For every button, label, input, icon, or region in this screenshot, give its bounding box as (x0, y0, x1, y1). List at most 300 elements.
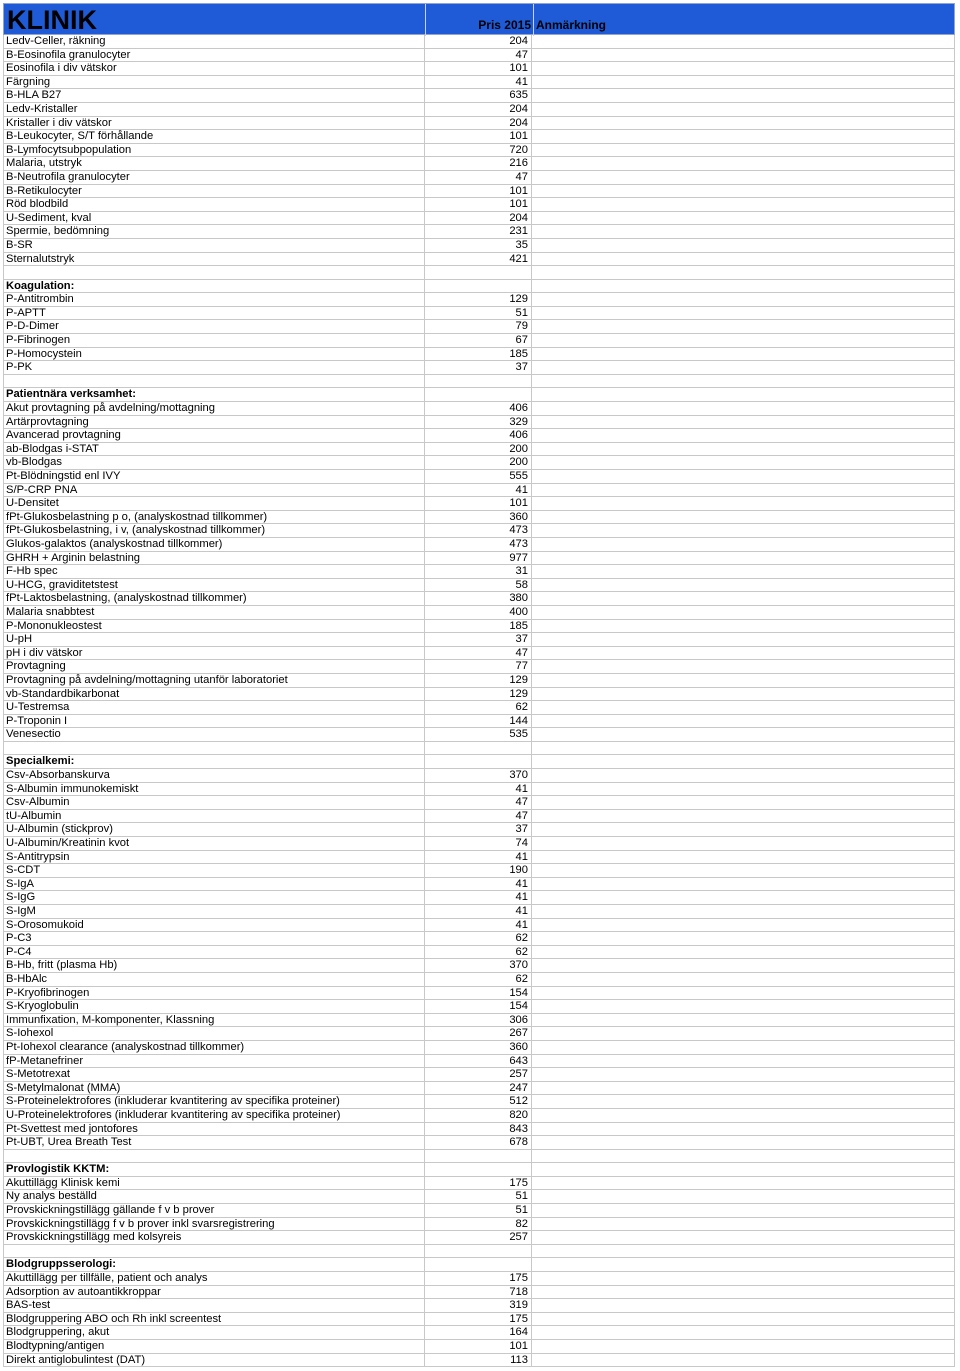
cell-divider (954, 429, 955, 443)
table-row (3, 157, 955, 171)
section-heading: Blodgruppsserologi: (6, 1258, 117, 1271)
item-price: 175 (509, 1176, 528, 1189)
cell-divider (3, 987, 4, 1001)
cell-divider (3, 1340, 4, 1354)
item-price: 41 (515, 850, 528, 863)
table-row (3, 1190, 955, 1204)
item-name: Pt-Iohexol clearance (analyskostnad tillkommer) (6, 1040, 245, 1053)
item-name: GHRH + Arginin belastning (6, 551, 141, 564)
cell-divider (954, 837, 955, 851)
table-row (3, 89, 955, 103)
cell-divider (531, 1095, 532, 1109)
item-price: 512 (509, 1095, 528, 1108)
item-price: 204 (509, 211, 528, 224)
cell-divider (3, 1177, 4, 1191)
table-row (3, 144, 955, 158)
cell-divider (954, 674, 955, 688)
cell-divider (3, 280, 4, 294)
cell-divider (531, 280, 532, 294)
cell-divider (531, 443, 532, 457)
price-table-body (3, 35, 955, 1367)
cell-divider (531, 647, 532, 661)
item-price: 129 (509, 293, 528, 306)
cell-divider (3, 620, 4, 634)
empty-row (3, 1150, 955, 1164)
table-row (3, 891, 955, 905)
cell-divider (531, 851, 532, 865)
cell-divider (531, 456, 532, 470)
cell-divider (954, 348, 955, 362)
item-name: S-IgA (6, 877, 34, 890)
cell-divider (954, 388, 955, 402)
cell-divider (531, 946, 532, 960)
item-price: 370 (509, 959, 528, 972)
cell-divider (531, 919, 532, 933)
cell-divider (3, 823, 4, 837)
table-row (3, 1014, 955, 1028)
cell-divider (531, 76, 532, 90)
item-name: P-D-Dimer (6, 320, 59, 333)
item-name: S-Kryoglobulin (6, 1000, 79, 1013)
item-price: 555 (509, 470, 528, 482)
item-name: Eosinofila i div vätskor (6, 62, 117, 75)
cell-divider (531, 552, 532, 566)
cell-divider (3, 633, 4, 647)
table-row (3, 1326, 955, 1340)
cell-divider (954, 1231, 955, 1245)
cell-divider (954, 973, 955, 987)
table-row (3, 497, 955, 511)
item-price: 41 (515, 891, 528, 904)
cell-divider (954, 1340, 955, 1354)
cell-divider (531, 987, 532, 1001)
table-row (3, 225, 955, 239)
cell-divider (531, 864, 532, 878)
cell-divider (531, 660, 532, 674)
cell-divider (531, 606, 532, 620)
cell-divider (531, 1326, 532, 1340)
cell-divider (531, 103, 532, 117)
item-name: B-Hb, fritt (plasma Hb) (6, 959, 118, 972)
cell-divider (3, 1299, 4, 1313)
cell-divider (531, 334, 532, 348)
table-row (3, 715, 955, 729)
item-name: Ny analys beställd (6, 1190, 97, 1203)
cell-divider (3, 484, 4, 498)
cell-divider (531, 1340, 532, 1354)
cell-divider (954, 1190, 955, 1204)
table-row (3, 1000, 955, 1014)
item-price: 204 (509, 102, 528, 115)
table-row (3, 973, 955, 987)
table-row (3, 402, 955, 416)
cell-divider (531, 1150, 532, 1164)
cell-divider (3, 1326, 4, 1340)
item-price: 635 (509, 89, 528, 102)
item-name: U-Sediment, kval (6, 211, 92, 224)
cell-divider (3, 225, 4, 239)
cell-divider (954, 524, 955, 538)
cell-divider (531, 1027, 532, 1041)
sheet-header (3, 3, 955, 35)
cell-divider (424, 280, 425, 294)
item-name: U-Densitet (6, 497, 59, 510)
cell-divider (3, 375, 4, 389)
cell-divider (954, 307, 955, 321)
cell-divider (3, 715, 4, 729)
item-name: vb-Standardbikarbonat (6, 687, 120, 700)
cell-divider (3, 402, 4, 416)
cell-divider (3, 76, 4, 90)
cell-divider (954, 932, 955, 946)
cell-divider (954, 919, 955, 933)
item-name: Blodtypning/antigen (6, 1340, 105, 1352)
item-name: Provtagning (6, 660, 66, 673)
item-price: 101 (509, 62, 528, 75)
item-name: P-Antitrombin (6, 293, 74, 306)
item-price: 406 (509, 402, 528, 415)
item-price: 406 (509, 429, 528, 442)
table-row (3, 1177, 955, 1191)
cell-divider (531, 1177, 532, 1191)
item-price: 101 (509, 184, 528, 197)
item-price: 62 (515, 701, 528, 714)
table-row (3, 932, 955, 946)
cell-divider (531, 701, 532, 715)
item-name: S/P-CRP PNA (6, 483, 78, 496)
cell-divider (531, 117, 532, 131)
table-row (3, 117, 955, 131)
cell-divider (3, 35, 4, 49)
cell-divider (424, 388, 425, 402)
cell-divider (3, 1354, 4, 1368)
item-name: P-C3 (6, 932, 32, 945)
cell-divider (3, 647, 4, 661)
item-name: P-APTT (6, 306, 46, 319)
cell-divider (3, 864, 4, 878)
item-price: 216 (509, 157, 528, 170)
item-name: Blodgruppering ABO och Rh inkl screentest (6, 1312, 222, 1325)
item-price: 843 (509, 1122, 528, 1135)
item-name: S-Proteinelektrofores (inkluderar kvantitering av specifika proteiner) (6, 1095, 340, 1108)
item-price: 41 (515, 918, 528, 931)
cell-divider (3, 1190, 4, 1204)
item-price: 37 (515, 823, 528, 836)
cell-divider (531, 1041, 532, 1055)
item-name: Blodgruppering, akut (6, 1326, 110, 1339)
cell-divider (3, 1123, 4, 1137)
cell-divider (531, 388, 532, 402)
cell-divider (531, 171, 532, 185)
cell-divider (531, 1204, 532, 1218)
cell-divider (424, 375, 425, 389)
item-name: Pt-UBT, Urea Breath Test (6, 1136, 132, 1149)
cell-divider (531, 905, 532, 919)
cell-divider (954, 742, 955, 756)
cell-divider (531, 524, 532, 538)
table-row (3, 1027, 955, 1041)
item-price: 62 (515, 972, 528, 985)
section-heading: Provlogistik KKTM: (6, 1163, 110, 1176)
item-price: 37 (515, 633, 528, 646)
item-name: B-HLA B27 (6, 89, 62, 102)
cell-divider (531, 1299, 532, 1313)
table-row (3, 728, 955, 742)
cell-divider (3, 429, 4, 443)
cell-divider (3, 470, 4, 484)
cell-divider (954, 1041, 955, 1055)
cell-divider (954, 1109, 955, 1123)
table-row (3, 674, 955, 688)
cell-divider (531, 674, 532, 688)
cell-divider (3, 334, 4, 348)
item-name: fPt-Glukosbelastning, i v, (analyskostnad tillkommer) (6, 524, 266, 537)
item-price: 400 (509, 605, 528, 618)
cell-divider (954, 117, 955, 131)
item-price: 35 (515, 238, 528, 251)
table-row (3, 484, 955, 498)
item-price: 41 (515, 905, 528, 917)
item-price: 977 (509, 551, 528, 564)
empty-row (3, 266, 955, 280)
item-name: fP-Metanefriner (6, 1054, 84, 1067)
price-column-header (425, 4, 533, 36)
table-row (3, 783, 955, 797)
cell-divider (954, 1163, 955, 1177)
cell-divider (3, 946, 4, 960)
item-name: Malaria snabbtest (6, 605, 95, 618)
table-row (3, 1123, 955, 1137)
cell-divider (3, 701, 4, 715)
item-name: Spermie, bedömning (6, 225, 110, 238)
item-name: P-PK (6, 361, 33, 374)
item-price: 129 (509, 687, 528, 700)
cell-divider (531, 348, 532, 362)
item-name: P-C4 (6, 945, 32, 958)
price-sheet (3, 3, 955, 1367)
note-column-label: Anmärkning (536, 18, 607, 32)
cell-divider (3, 674, 4, 688)
item-price: 47 (515, 646, 528, 659)
cell-divider (3, 388, 4, 402)
cell-divider (531, 157, 532, 171)
cell-divider (531, 144, 532, 158)
cell-divider (3, 1286, 4, 1300)
item-price: 51 (515, 1190, 528, 1203)
cell-divider (954, 851, 955, 865)
item-name: U-Testremsa (6, 701, 70, 714)
table-row (3, 470, 955, 484)
table-row (3, 878, 955, 892)
table-row (3, 456, 955, 470)
item-name: fPt-Laktosbelastning, (analyskostnad tillkommer) (6, 592, 247, 605)
cell-divider (954, 62, 955, 76)
item-name: Pt-Blödningstid enl IVY (6, 470, 121, 482)
cell-divider (954, 49, 955, 63)
item-price: 101 (509, 130, 528, 143)
cell-divider (424, 1245, 425, 1259)
cell-divider (3, 1027, 4, 1041)
cell-divider (531, 973, 532, 987)
cell-divider (3, 552, 4, 566)
cell-divider (531, 715, 532, 729)
cell-divider (531, 959, 532, 973)
table-row (3, 185, 955, 199)
cell-divider (531, 592, 532, 606)
item-price: 257 (509, 1231, 528, 1244)
cell-divider (3, 932, 4, 946)
price-column-label: Pris 2015 (478, 18, 531, 32)
cell-divider (954, 1313, 955, 1327)
table-row (3, 429, 955, 443)
cell-divider (531, 35, 532, 49)
cell-divider (531, 1136, 532, 1150)
cell-divider (3, 1231, 4, 1245)
cell-divider (954, 443, 955, 457)
item-name: B-Eosinofila granulocyter (6, 48, 131, 61)
cell-divider (3, 157, 4, 171)
section-heading-row (3, 388, 955, 402)
empty-row (3, 1245, 955, 1259)
item-name: Röd blodbild (6, 198, 69, 211)
item-name: Csv-Albumin (6, 796, 70, 809)
item-name: tU-Albumin (6, 809, 62, 822)
cell-divider (954, 565, 955, 579)
item-name: S-Metotrexat (6, 1068, 71, 1081)
cell-divider (954, 891, 955, 905)
cell-divider (531, 837, 532, 851)
cell-divider (3, 851, 4, 865)
cell-divider (3, 171, 4, 185)
cell-divider (954, 293, 955, 307)
cell-divider (531, 1068, 532, 1082)
section-heading: Koagulation: (6, 279, 75, 292)
cell-divider (531, 185, 532, 199)
item-name: Provtagning på avdelning/mottagning utanför laboratoriet (6, 673, 288, 686)
cell-divider (954, 361, 955, 375)
item-name: Kristaller i div vätskor (6, 116, 112, 129)
item-price: 329 (509, 415, 528, 428)
table-row (3, 919, 955, 933)
cell-divider (424, 1163, 425, 1177)
cell-divider (3, 1258, 4, 1272)
cell-divider (3, 959, 4, 973)
cell-divider (3, 1150, 4, 1164)
item-name: S-Orosomukoid (6, 918, 84, 931)
table-row (3, 511, 955, 525)
cell-divider (531, 742, 532, 756)
cell-divider (954, 212, 955, 226)
cell-divider (954, 1299, 955, 1313)
item-name: S-Antitrypsin (6, 850, 70, 863)
table-row (3, 171, 955, 185)
item-price: 306 (509, 1013, 528, 1026)
cell-divider (531, 579, 532, 593)
cell-divider (3, 130, 4, 144)
item-price: 113 (510, 1353, 528, 1366)
table-row (3, 1082, 955, 1096)
item-name: Provskickningstillägg f v b prover inkl svarsregistrering (6, 1217, 275, 1230)
cell-divider (531, 497, 532, 511)
item-price: 41 (515, 782, 528, 795)
cell-divider (3, 320, 4, 334)
table-row (3, 239, 955, 253)
item-name: S-IgG (6, 891, 36, 904)
cell-divider (531, 728, 532, 742)
cell-divider (3, 456, 4, 470)
table-row (3, 987, 955, 1001)
cell-divider (531, 932, 532, 946)
cell-divider (3, 878, 4, 892)
table-row (3, 130, 955, 144)
cell-divider (531, 1313, 532, 1327)
cell-divider (3, 361, 4, 375)
item-name: Sternalutstryk (6, 252, 75, 265)
cell-divider (3, 837, 4, 851)
cell-divider (3, 144, 4, 158)
cell-divider (531, 1055, 532, 1069)
cell-divider (954, 1068, 955, 1082)
cell-divider (531, 783, 532, 797)
cell-divider (3, 307, 4, 321)
note-column-header (533, 4, 957, 36)
item-price: 267 (509, 1027, 528, 1040)
cell-divider (531, 796, 532, 810)
item-price: 58 (515, 578, 528, 591)
cell-divider (954, 701, 955, 715)
cell-divider (3, 293, 4, 307)
cell-divider (531, 1000, 532, 1014)
cell-divider (3, 524, 4, 538)
table-row (3, 810, 955, 824)
item-name: U-Albumin/Kreatinin kvot (6, 837, 130, 850)
cell-divider (3, 1245, 4, 1259)
cell-divider (954, 320, 955, 334)
item-name: P-Troponin I (6, 714, 68, 727)
item-price: 247 (509, 1081, 528, 1094)
cell-divider (531, 1190, 532, 1204)
cell-divider (3, 266, 4, 280)
table-row (3, 416, 955, 430)
cell-divider (3, 198, 4, 212)
cell-divider (3, 1095, 4, 1109)
item-name: Provskickningstillägg gällande f v b prover (6, 1204, 215, 1217)
cell-divider (3, 1014, 4, 1028)
table-row (3, 769, 955, 783)
item-name: S-Albumin immunokemiskt (6, 782, 139, 795)
item-price: 200 (509, 456, 528, 469)
cell-divider (424, 266, 425, 280)
item-price: 380 (509, 592, 528, 605)
table-row (3, 49, 955, 63)
cell-divider (954, 905, 955, 919)
table-row (3, 1068, 955, 1082)
cell-divider (954, 375, 955, 389)
item-price: 31 (515, 565, 528, 578)
cell-divider (954, 1014, 955, 1028)
item-price: 47 (515, 796, 528, 809)
cell-divider (954, 157, 955, 171)
item-price: 360 (509, 510, 528, 523)
item-price: 74 (515, 837, 528, 850)
cell-divider (954, 715, 955, 729)
item-name: Ledv-Celler, räkning (6, 35, 106, 47)
item-price: 79 (515, 320, 528, 333)
cell-divider (3, 1068, 4, 1082)
item-name: Provskickningstillägg med kolsyreis (6, 1231, 182, 1244)
cell-divider (954, 334, 955, 348)
item-name: Csv-Absorbanskurva (6, 769, 110, 782)
